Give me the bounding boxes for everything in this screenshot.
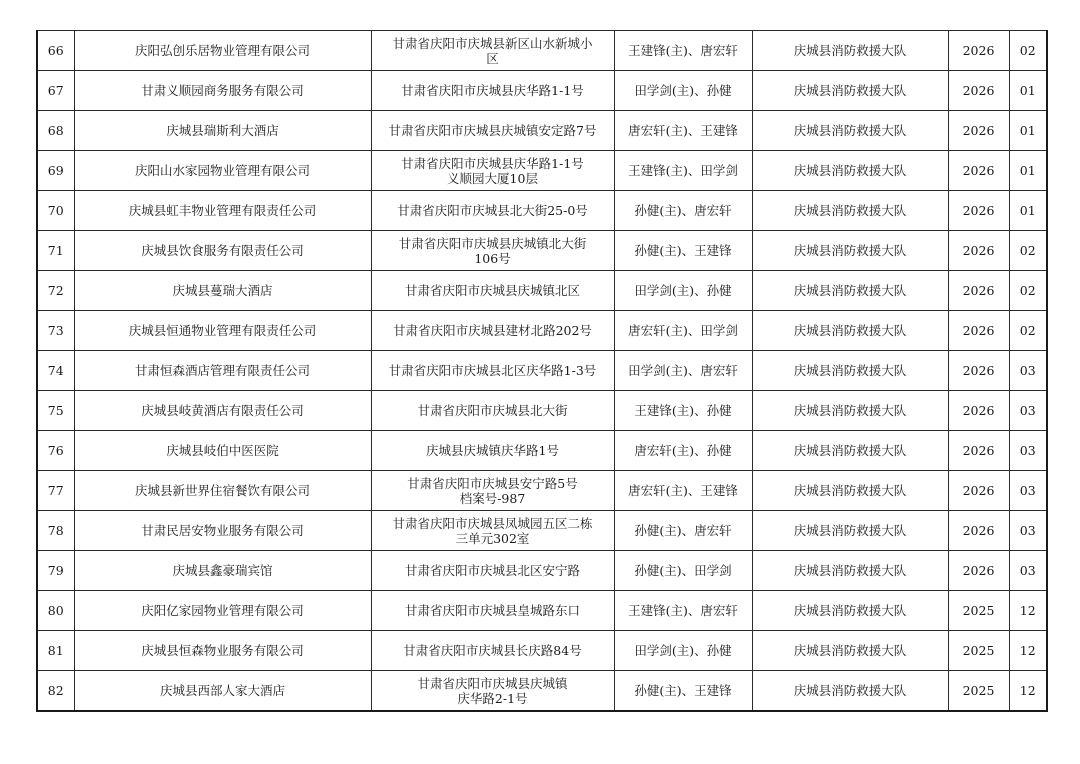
inspectors-cell: 田学剑(主)、孙健 [614,271,752,311]
year-cell: 2025 [948,631,1009,671]
row-number-cell: 80 [37,591,74,631]
row-number-cell: 74 [37,351,74,391]
month-cell: 03 [1009,551,1047,591]
row-number-cell: 66 [37,31,74,71]
row-number-cell: 67 [37,71,74,111]
company-address-cell: 甘肃省庆阳市庆城县庆城镇安定路7号 [371,111,614,151]
inspectors-cell: 田学剑(主)、唐宏轩 [614,351,752,391]
inspectors-cell: 孙健(主)、王建锋 [614,671,752,712]
month-cell: 02 [1009,271,1047,311]
row-number-cell: 75 [37,391,74,431]
table-row [37,591,1047,631]
company-name-cell: 庆阳山水家园物业管理有限公司 [74,151,371,191]
company-name-cell: 庆城县西部人家大酒店 [74,671,371,712]
year-cell: 2026 [948,191,1009,231]
row-number-cell: 79 [37,551,74,591]
company-address-cell: 甘肃省庆阳市庆城县庆城镇 庆华路2-1号 [371,671,614,712]
company-name-cell: 庆城县恒森物业服务有限公司 [74,631,371,671]
row-number-cell: 78 [37,511,74,551]
inspectors-cell: 孙健(主)、唐宏轩 [614,511,752,551]
table-row [37,231,1047,271]
table-row [37,271,1047,311]
inspectors-cell: 唐宏轩(主)、王建锋 [614,471,752,511]
month-cell: 03 [1009,431,1047,471]
year-cell: 2026 [948,71,1009,111]
table-row [37,471,1047,511]
company-address-cell: 甘肃省庆阳市庆城县长庆路84号 [371,631,614,671]
table-row [37,31,1047,71]
responsible-unit-cell: 庆城县消防救援大队 [752,551,948,591]
year-cell: 2026 [948,311,1009,351]
company-name-cell: 庆城县新世界住宿餐饮有限公司 [74,471,371,511]
inspectors-cell: 田学剑(主)、孙健 [614,71,752,111]
company-address-cell: 甘肃省庆阳市庆城县皇城路东口 [371,591,614,631]
responsible-unit-cell: 庆城县消防救援大队 [752,471,948,511]
company-name-cell: 庆城县饮食服务有限责任公司 [74,231,371,271]
company-name-cell: 庆城县岐黄酒店有限责任公司 [74,391,371,431]
month-cell: 03 [1009,471,1047,511]
responsible-unit-cell: 庆城县消防救援大队 [752,391,948,431]
inspectors-cell: 王建锋(主)、唐宏轩 [614,591,752,631]
inspectors-cell: 王建锋(主)、孙健 [614,391,752,431]
table-row [37,311,1047,351]
inspectors-cell: 唐宏轩(主)、孙健 [614,431,752,471]
company-address-cell: 甘肃省庆阳市庆城县凤城园五区二栋 三单元302室 [371,511,614,551]
table-body [37,31,1047,712]
company-name-cell: 庆城县瑞斯利大酒店 [74,111,371,151]
company-address-cell: 甘肃省庆阳市庆城县庆华路1-1号 义顺园大厦10层 [371,151,614,191]
month-cell: 02 [1009,31,1047,71]
responsible-unit-cell: 庆城县消防救援大队 [752,311,948,351]
year-cell: 2026 [948,471,1009,511]
company-name-cell: 庆阳弘创乐居物业管理有限公司 [74,31,371,71]
company-name-cell: 庆城县恒通物业管理有限责任公司 [74,311,371,351]
row-number-cell: 70 [37,191,74,231]
month-cell: 12 [1009,631,1047,671]
inspectors-cell: 田学剑(主)、孙健 [614,631,752,671]
year-cell: 2026 [948,511,1009,551]
year-cell: 2026 [948,31,1009,71]
row-number-cell: 68 [37,111,74,151]
company-address-cell: 甘肃省庆阳市庆城县建材北路202号 [371,311,614,351]
company-address-cell: 甘肃省庆阳市庆城县北大街 [371,391,614,431]
company-name-cell: 庆城县鑫豪瑞宾馆 [74,551,371,591]
company-address-cell: 甘肃省庆阳市庆城县北区安宁路 [371,551,614,591]
table-row [37,151,1047,191]
month-cell: 02 [1009,231,1047,271]
responsible-unit-cell: 庆城县消防救援大队 [752,31,948,71]
company-address-cell: 甘肃省庆阳市庆城县北区庆华路1-3号 [371,351,614,391]
month-cell: 12 [1009,591,1047,631]
responsible-unit-cell: 庆城县消防救援大队 [752,431,948,471]
year-cell: 2026 [948,551,1009,591]
year-cell: 2026 [948,231,1009,271]
responsible-unit-cell: 庆城县消防救援大队 [752,271,948,311]
responsible-unit-cell: 庆城县消防救援大队 [752,671,948,712]
month-cell: 02 [1009,311,1047,351]
year-cell: 2026 [948,351,1009,391]
responsible-unit-cell: 庆城县消防救援大队 [752,511,948,551]
company-name-cell: 庆城县岐伯中医医院 [74,431,371,471]
responsible-unit-cell: 庆城县消防救援大队 [752,591,948,631]
company-name-cell: 庆城县虹丰物业管理有限责任公司 [74,191,371,231]
company-name-cell: 庆阳亿家园物业管理有限公司 [74,591,371,631]
table-row [37,351,1047,391]
inspectors-cell: 王建锋(主)、田学剑 [614,151,752,191]
table-row [37,71,1047,111]
row-number-cell: 73 [37,311,74,351]
table-row [37,191,1047,231]
responsible-unit-cell: 庆城县消防救援大队 [752,631,948,671]
month-cell: 01 [1009,71,1047,111]
table-row [37,631,1047,671]
table-row [37,511,1047,551]
inspectors-cell: 唐宏轩(主)、王建锋 [614,111,752,151]
table-row [37,431,1047,471]
inspectors-cell: 唐宏轩(主)、田学剑 [614,311,752,351]
month-cell: 12 [1009,671,1047,712]
company-name-cell: 庆城县蔓瑞大酒店 [74,271,371,311]
company-address-cell: 甘肃省庆阳市庆城县新区山水新城小 区 [371,31,614,71]
responsible-unit-cell: 庆城县消防救援大队 [752,231,948,271]
month-cell: 03 [1009,391,1047,431]
company-address-cell: 甘肃省庆阳市庆城县北大街25-0号 [371,191,614,231]
table-row [37,391,1047,431]
company-address-cell: 甘肃省庆阳市庆城县庆城镇北大街 106号 [371,231,614,271]
row-number-cell: 77 [37,471,74,511]
row-number-cell: 71 [37,231,74,271]
inspectors-cell: 孙健(主)、王建锋 [614,231,752,271]
row-number-cell: 81 [37,631,74,671]
responsible-unit-cell: 庆城县消防救援大队 [752,111,948,151]
year-cell: 2025 [948,671,1009,712]
year-cell: 2026 [948,431,1009,471]
inspectors-cell: 王建锋(主)、唐宏轩 [614,31,752,71]
responsible-unit-cell: 庆城县消防救援大队 [752,351,948,391]
month-cell: 01 [1009,191,1047,231]
company-address-cell: 甘肃省庆阳市庆城县庆城镇北区 [371,271,614,311]
month-cell: 03 [1009,511,1047,551]
row-number-cell: 69 [37,151,74,191]
year-cell: 2026 [948,391,1009,431]
table-row [37,671,1047,712]
table-row [37,551,1047,591]
company-name-cell: 甘肃民居安物业服务有限公司 [74,511,371,551]
company-address-cell: 庆城县庆城镇庆华路1号 [371,431,614,471]
responsible-unit-cell: 庆城县消防救援大队 [752,71,948,111]
company-address-cell: 甘肃省庆阳市庆城县庆华路1-1号 [371,71,614,111]
row-number-cell: 82 [37,671,74,712]
year-cell: 2025 [948,591,1009,631]
table-row [37,111,1047,151]
company-address-cell: 甘肃省庆阳市庆城县安宁路5号 档案号-987 [371,471,614,511]
month-cell: 03 [1009,351,1047,391]
row-number-cell: 76 [37,431,74,471]
month-cell: 01 [1009,151,1047,191]
responsible-unit-cell: 庆城县消防救援大队 [752,151,948,191]
year-cell: 2026 [948,111,1009,151]
inspection-table [36,30,1048,712]
month-cell: 01 [1009,111,1047,151]
inspectors-cell: 孙健(主)、唐宏轩 [614,191,752,231]
year-cell: 2026 [948,271,1009,311]
company-name-cell: 甘肃恒森酒店管理有限责任公司 [74,351,371,391]
row-number-cell: 72 [37,271,74,311]
year-cell: 2026 [948,151,1009,191]
inspectors-cell: 孙健(主)、田学剑 [614,551,752,591]
responsible-unit-cell: 庆城县消防救援大队 [752,191,948,231]
company-name-cell: 甘肃义顺园商务服务有限公司 [74,71,371,111]
